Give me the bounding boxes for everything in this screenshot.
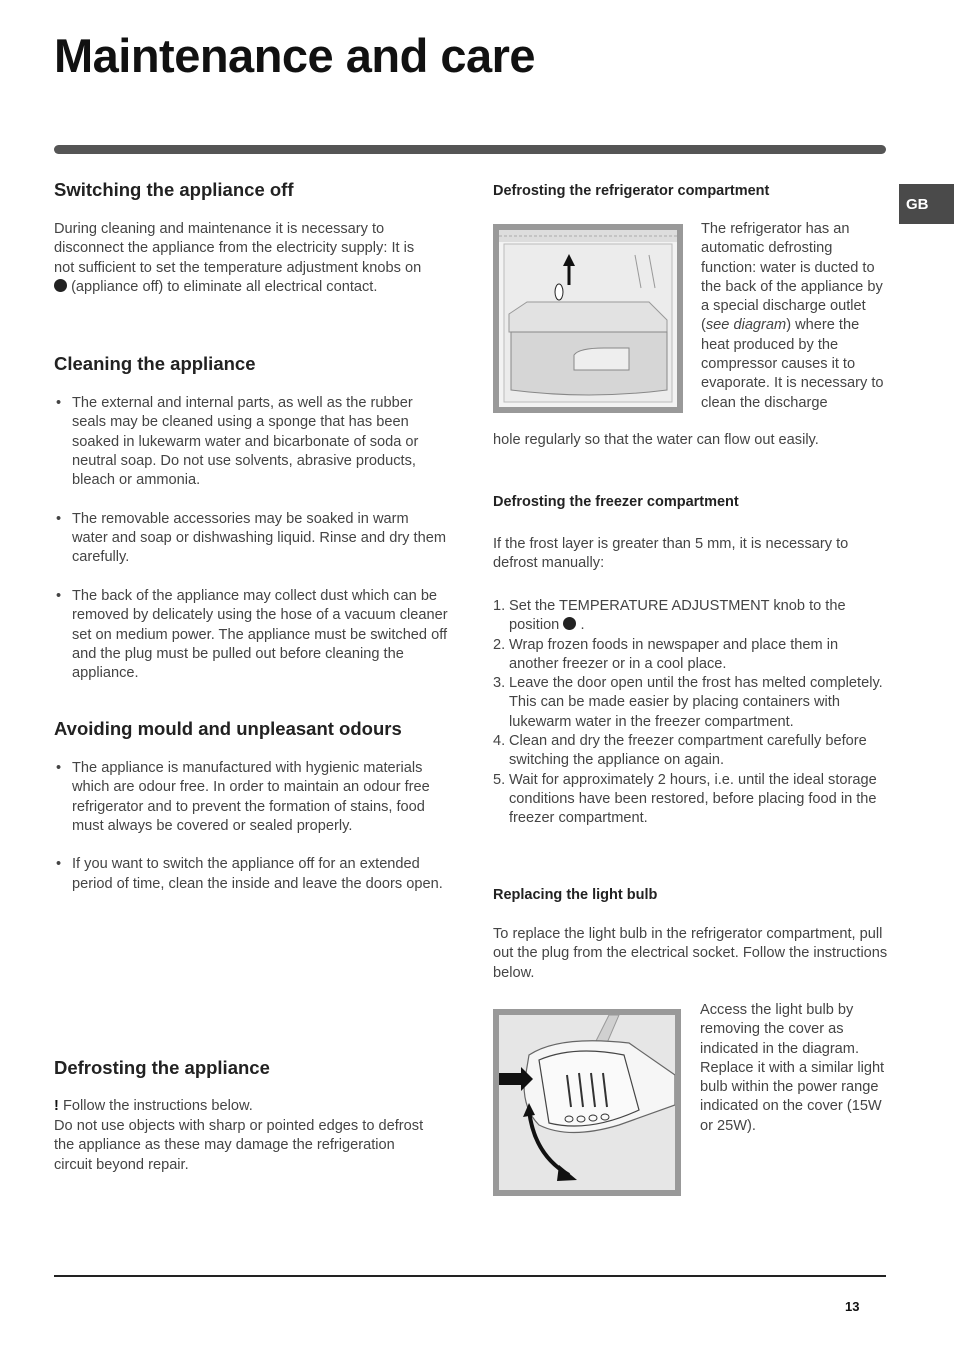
list-item: • The external and internal parts, as well as the rubber seals may be cleaned using a sponge that has been soaked in lukewarm water and bicarbonate of soda or neutral soap. Do not use solvents, abrasive products, bleach or ammonia. <box>54 394 448 490</box>
list-item: • The back of the appliance may collect dust which can be removed by delicately using the hose of a vacuum cleaner set on medium power. The appliance must be switched off and the plug must be pulled out before cleaning the appliance. <box>54 587 448 683</box>
defrosting-text: Do not use objects with sharp or pointed edges to defrost the appliance as these may damage the refrigeration circuit beyond repair. <box>54 1118 424 1173</box>
fridge-defrost-heading: Defrosting the refrigerator compartment <box>493 183 770 199</box>
list-item: 5. Wait for approximately 2 hours, i.e. until the ideal storage conditions have been restored, before placing food in the freezer compartment. <box>493 771 877 827</box>
fridge-defrost-text-cont: hole regularly so that the water can flow out easily. <box>493 432 819 448</box>
list-item: 3. Leave the door open until the frost has melted completely. This can be made easier by placing containers with lukewarm water in the freezer compartment. <box>493 675 883 730</box>
cleaning-list <box>54 394 448 703</box>
freezer-defrost-heading: Defrosting the freezer compartment <box>493 494 739 510</box>
light-bulb-text: Access the light bulb by removing the cover as indicated in the diagram. Replace it with a similar light bulb within the power range indicated on the cover (15W or 25W). <box>700 1002 885 1134</box>
defrosting-heading: Defrosting the appliance <box>54 1057 270 1078</box>
light-cover-diagram <box>493 1009 681 1196</box>
fridge-discharge-diagram <box>493 224 683 413</box>
mould-list <box>54 759 450 913</box>
list-item: • If you want to switch the appliance off for an extended period of time, clean the inside and leave the doors open. <box>54 855 450 894</box>
list-item: 4. Clean and dry the freezer compartment carefully before switching the appliance on again. <box>493 733 867 769</box>
freezer-defrost-intro: If the frost layer is greater than 5 mm, it is necessary to defrost manually: <box>493 536 849 572</box>
light-bulb-intro: To replace the light bulb in the refrigerator compartment, pull out the plug from the electrical socket. Follow the instructions below. <box>493 926 888 981</box>
freezer-defrost-steps <box>493 597 886 829</box>
fridge-defrost-text: The refrigerator has an automatic defrosting function: water is ducted to the back of the appliance by a special discharge outlet (see diagram) where the heat produced by the compressor causes it to evaporate. It is necessary to clean the discharge <box>701 221 884 411</box>
list-item: • The removable accessories may be soaked in warm water and soap or dishwashing liquid. Rinse and dry them carefully. <box>54 510 448 568</box>
list-item: • The appliance is manufactured with hygienic materials which are odour free. In order to maintain an odour free refrigerator and to prevent the formation of stains, food must always be covered or sealed properly. <box>54 759 450 836</box>
switching-off-heading: Switching the appliance off <box>54 179 294 200</box>
title-rule <box>54 145 886 154</box>
defrosting-note: ! Follow the instructions below. <box>54 1098 253 1114</box>
off-position-icon <box>54 279 67 292</box>
list-item: 1. Set the TEMPERATURE ADJUSTMENT knob to the position . <box>493 598 846 634</box>
mould-heading: Avoiding mould and unpleasant odours <box>54 718 402 739</box>
switching-off-text: During cleaning and maintenance it is necessary to disconnect the appliance from the electricity supply: It is not sufficient to set the temperature adjustment knobs on (appliance off) to eliminate all electrical contact. <box>54 221 422 295</box>
page-title: Maintenance and care <box>54 29 536 82</box>
cleaning-heading: Cleaning the appliance <box>54 353 256 374</box>
language-tab: GB <box>899 184 954 224</box>
list-item: 2. Wrap frozen foods in newspaper and place them in another freezer or in a cool place. <box>493 636 839 672</box>
footer-rule <box>54 1275 886 1277</box>
page-number: 13 <box>845 1299 860 1314</box>
light-bulb-heading: Replacing the light bulb <box>493 887 658 903</box>
off-position-icon <box>563 617 576 630</box>
